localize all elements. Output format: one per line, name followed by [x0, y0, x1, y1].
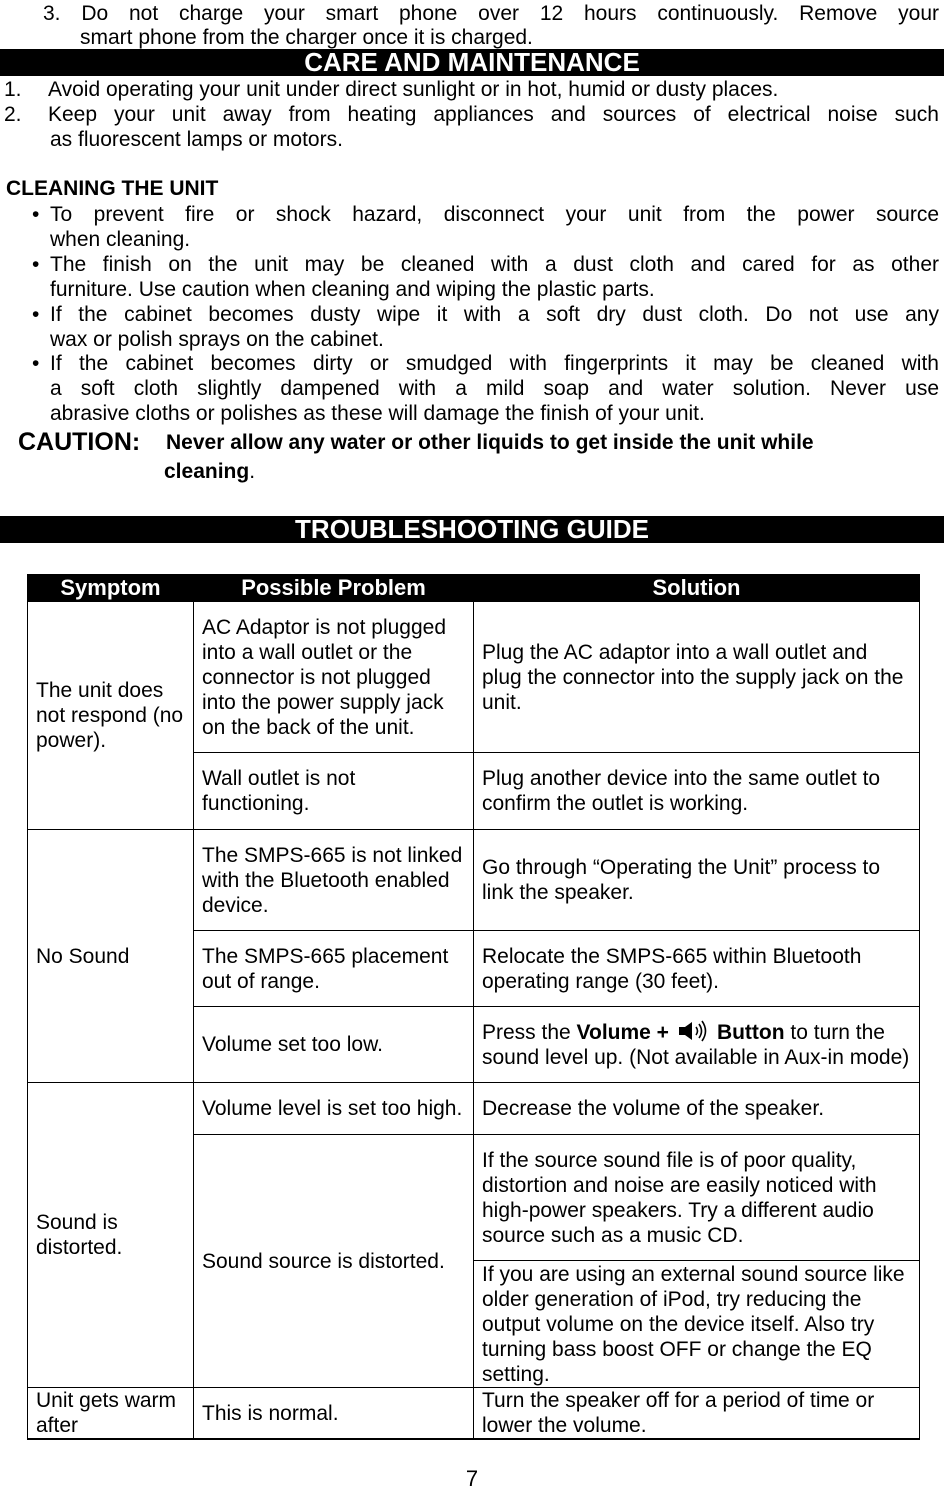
- care-heading: CARE AND MAINTENANCE: [0, 49, 944, 76]
- table-row: [28, 830, 920, 931]
- table-row: [28, 1388, 920, 1440]
- bullet-icon: •: [32, 203, 40, 226]
- solution-decrease-volume: Decrease the volume of the speaker.: [474, 1083, 920, 1135]
- table-row: [28, 602, 920, 753]
- care-item-2-number: 2.: [4, 103, 22, 126]
- problem-volume-low: Volume set too low.: [194, 1007, 474, 1083]
- cleaning-bullet-3-line-1: If the cabinet becomes dusty wipe it with a soft dry dust cloth. Do not use any: [50, 303, 939, 326]
- table-header-row: [28, 575, 920, 602]
- problem-not-linked: The SMPS-665 is not linked with the Bluetooth enabled device.: [194, 830, 474, 931]
- solution-operating-unit: Go through “Operating the Unit” process to link the speaker.: [474, 830, 920, 931]
- care-item-1-number: 1.: [4, 78, 22, 101]
- cleaning-bullet-4-line-1: If the cabinet becomes dirty or smudged with fingerprints it may be cleaned with: [50, 352, 939, 375]
- header-possible-problem: Possible Problem: [194, 575, 474, 602]
- symptom-warm: Unit gets warm after: [28, 1388, 194, 1440]
- solution-relocate: Relocate the SMPS-665 within Bluetooth operating range (30 feet).: [474, 931, 920, 1007]
- solution-another-device: Plug another device into the same outlet to confirm the outlet is working.: [474, 753, 920, 830]
- problem-wall-outlet: Wall outlet is not functioning.: [194, 753, 474, 830]
- symptom-distorted: Sound is distorted.: [28, 1083, 194, 1388]
- caution-line-1: Never allow any water or other liquids to get inside the unit while: [166, 431, 814, 454]
- cleaning-bullet-1-line-2: when cleaning.: [50, 228, 191, 251]
- troubleshooting-heading: TROUBLESHOOTING GUIDE: [0, 516, 944, 543]
- problem-volume-high: Volume level is set too high.: [194, 1083, 474, 1135]
- problem-ac-adaptor: AC Adaptor is not plugged into a wall outlet or the connector is not plugged into the power supply jack on the back of the unit.: [194, 602, 474, 753]
- cleaning-bullet-4-line-2: a soft cloth slightly dampened with a mild soap and water solution. Never use: [50, 377, 939, 400]
- cleaning-heading: CLEANING THE UNIT: [6, 177, 219, 200]
- solution-volume-up: [474, 1007, 920, 1083]
- cleaning-bullet-2-line-1: The finish on the unit may be cleaned with a dust cloth and cared for as other: [50, 253, 939, 276]
- speaker-volume-icon: [677, 1020, 711, 1042]
- problem-normal: This is normal.: [194, 1388, 474, 1440]
- solution-volume-suffix: to turn the sound level up. (Not available in Aux-in mode): [482, 1020, 910, 1069]
- cleaning-bullet-2-line-2: furniture. Use caution when cleaning and wiping the plastic parts.: [50, 278, 655, 301]
- cleaning-bullet-3-line-2: wax or polish sprays on the cabinet.: [50, 328, 384, 351]
- page-number: 7: [465, 1466, 479, 1491]
- bullet-icon: •: [32, 303, 40, 326]
- solution-poor-quality: If the source sound file is of poor quality, distortion and noise are easily noticed with high-power speakers. Try a different audio source such as a music CD.: [474, 1135, 920, 1261]
- solution-volume-prefix: Press the: [482, 1020, 577, 1044]
- intro-line-2: smart phone from the charger once it is charged.: [80, 26, 533, 49]
- cleaning-bullet-1-line-1: To prevent fire or shock hazard, disconnect your unit from the power source: [50, 203, 939, 226]
- intro-line-1: 3. Do not charge your smart phone over 12 hours continuously. Remove your: [43, 2, 939, 25]
- solution-turn-off: Turn the speaker off for a period of time or lower the volume.: [474, 1388, 920, 1440]
- bullet-icon: •: [32, 352, 40, 375]
- problem-out-of-range: The SMPS-665 placement out of range.: [194, 931, 474, 1007]
- solution-external-source: If you are using an external sound source like older generation of iPod, try reducing the output volume on the device itself. Also try turning bass boost OFF or change the EQ setting.: [474, 1261, 920, 1388]
- solution-plug-adaptor: Plug the AC adaptor into a wall outlet and plug the connector into the supply jack on the unit.: [474, 602, 920, 753]
- problem-source-distorted: Sound source is distorted.: [194, 1135, 474, 1388]
- care-item-2-line-2: as fluorescent lamps or motors.: [50, 128, 343, 151]
- button-label: Button: [716, 1020, 785, 1044]
- header-solution: Solution: [474, 575, 920, 602]
- troubleshooting-table: [27, 574, 920, 1440]
- caution-period: .: [249, 460, 256, 483]
- symptom-no-sound: No Sound: [28, 830, 194, 1083]
- caution-cleaning-word: cleaning: [164, 460, 250, 483]
- care-item-2-line-1: Keep your unit away from heating appliances and sources of electrical noise such: [48, 103, 939, 126]
- table-row: [28, 1083, 920, 1135]
- bullet-icon: •: [32, 253, 40, 276]
- symptom-no-power: The unit does not respond (no power).: [28, 602, 194, 830]
- caution-line-2: [164, 460, 255, 484]
- cleaning-bullet-4-line-3: abrasive cloths or polishes as these will damage the finish of your unit.: [50, 402, 705, 425]
- volume-plus-label: Volume +: [576, 1020, 669, 1044]
- caution-label: CAUTION:: [18, 428, 141, 456]
- header-symptom: Symptom: [28, 575, 194, 602]
- care-item-1: Avoid operating your unit under direct sunlight or in hot, humid or dusty places.: [48, 78, 779, 101]
